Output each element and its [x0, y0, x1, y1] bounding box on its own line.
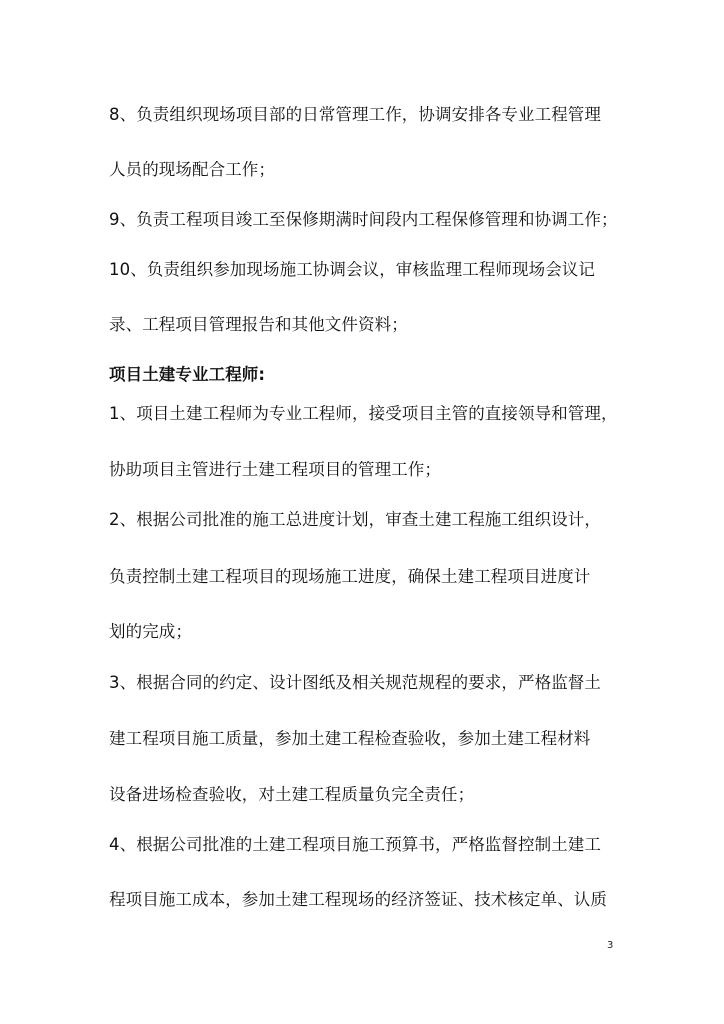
text-line: 负责控制土建工程项目的现场施工进度，确保土建工程项目进度计	[109, 567, 591, 586]
text-line: 4、根据公司批准的土建工程项目施工预算书，严格监督控制土建工	[109, 835, 601, 854]
text-line: 10、负责组织参加现场施工协调会议，审核监理工程师现场会议记	[109, 260, 595, 279]
text-line: 程项目施工成本，参加土建工程现场的经济签证、技术核定单、认质	[109, 890, 607, 909]
text-line: 8、负责组织现场项目部的日常管理工作，协调安排各专业工程管理	[109, 105, 601, 124]
text-line: 3、根据合同的约定、设计图纸及相关规范规程的要求，严格监督土	[109, 673, 601, 692]
text-line: 人员的现场配合工作；	[109, 160, 275, 179]
text-line: 协助项目主管进行土建工程项目的管理工作；	[109, 460, 441, 479]
text-line: 2、根据公司批准的施工总进度计划，审查土建工程施工组织设计，	[109, 510, 601, 529]
text-line: 录、工程项目管理报告和其他文件资料；	[109, 315, 408, 334]
section-heading: 项目土建专业工程师:	[109, 365, 266, 384]
text-line: 设备进场检查验收，对土建工程质量负完全责任；	[109, 785, 475, 804]
text-line: 建工程项目施工质量，参加土建工程检查验收，参加土建工程材料	[109, 729, 591, 748]
text-line: 1、项目土建工程师为专业工程师，接受项目主管的直接领导和管理，	[109, 404, 618, 423]
page-number: 3	[607, 940, 614, 951]
text-line: 划的完成；	[109, 622, 192, 641]
text-line: 9、负责工程项目竣工至保修期满时间段内工程保修管理和协调工作；	[109, 210, 618, 229]
